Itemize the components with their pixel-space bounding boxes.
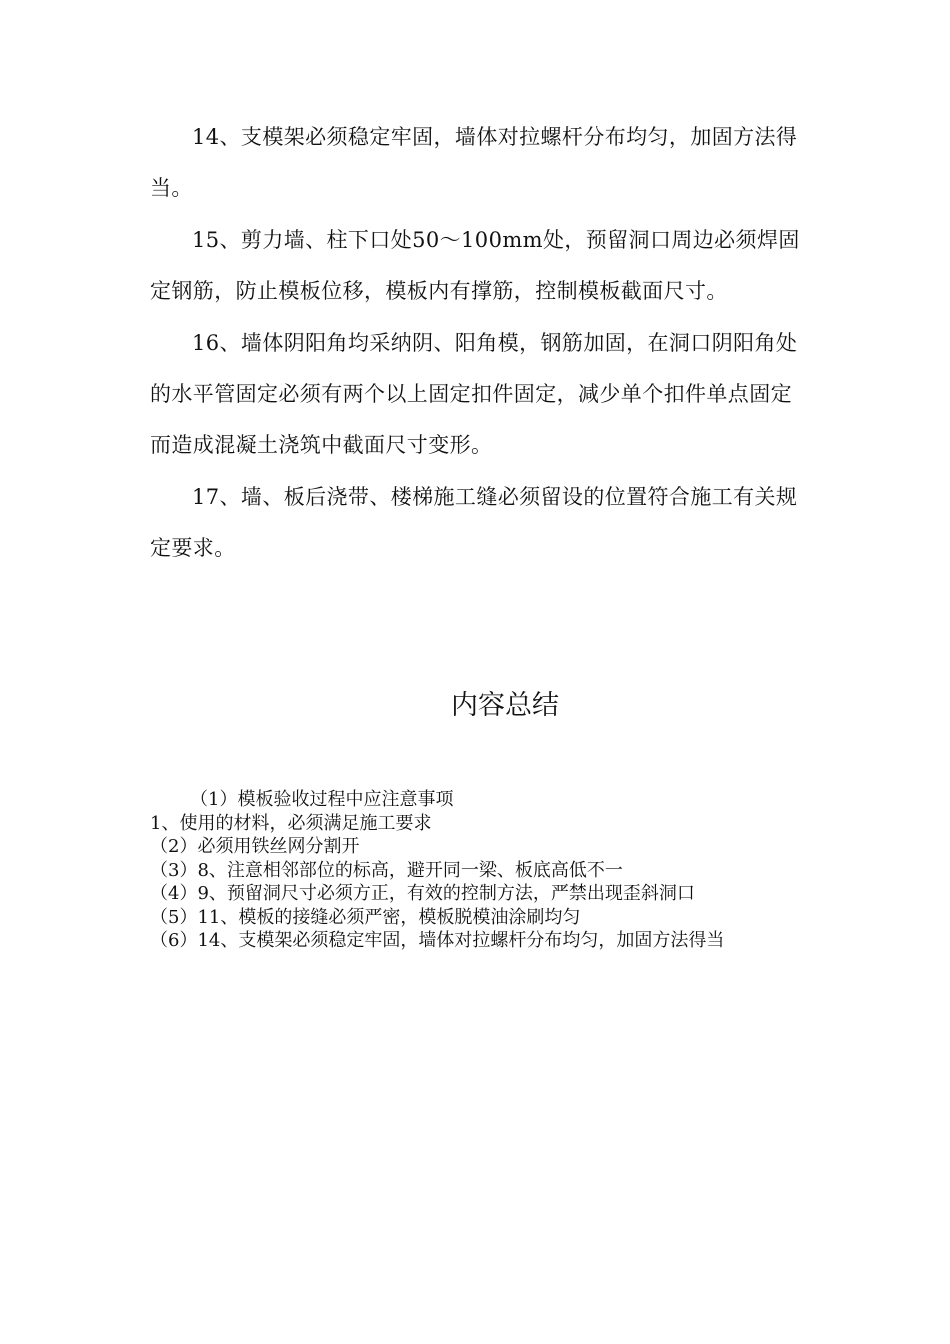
summary-item: （2）必须用铁丝网分割开 [150, 836, 360, 857]
paragraph-17: 17、墙、板后浇带、楼梯施工缝必须留设的位置符合施工有关规定要求。 [150, 485, 798, 560]
summary-item: （3）8、注意相邻部位的标高，避开同一梁、板底高低不一 [150, 859, 623, 881]
summary-title: 内容总结 [451, 690, 559, 721]
summary-list [150, 788, 790, 953]
paragraph-15: 15、剪力墙、柱下口处50～100mm处，预留洞口周边必须焊固定钢筋，防止模板位移，模板内有撑筋，控制模板截面尺寸。 [150, 228, 800, 303]
paragraph-16: 16、墙体阴阳角均采纳阴、阳角模，钢筋加固，在洞口阴阳角处的水平管固定必须有两个以上固定扣件固定，减少单个扣件单点固定而造成混凝土浇筑中截面尺寸变形。 [150, 331, 798, 457]
summary-item: 1、使用的材料，必须满足施工要求 [150, 812, 432, 834]
paragraph-14: 14、支模架必须稳定牢固，墙体对拉螺杆分布均匀，加固方法得当。 [150, 125, 798, 200]
summary-item: （1）模板验收过程中应注意事项 [190, 789, 454, 810]
summary-item: （6）14、支模架必须稳定牢固，墙体对拉螺杆分布均匀，加固方法得当 [150, 930, 725, 951]
summary-item: （4）9、预留洞尺寸必须方正，有效的控制方法，严禁出现歪斜洞口 [150, 883, 695, 904]
summary-item: （5）11、模板的接缝必须严密，模板脱模油涂刷均匀 [150, 906, 581, 928]
